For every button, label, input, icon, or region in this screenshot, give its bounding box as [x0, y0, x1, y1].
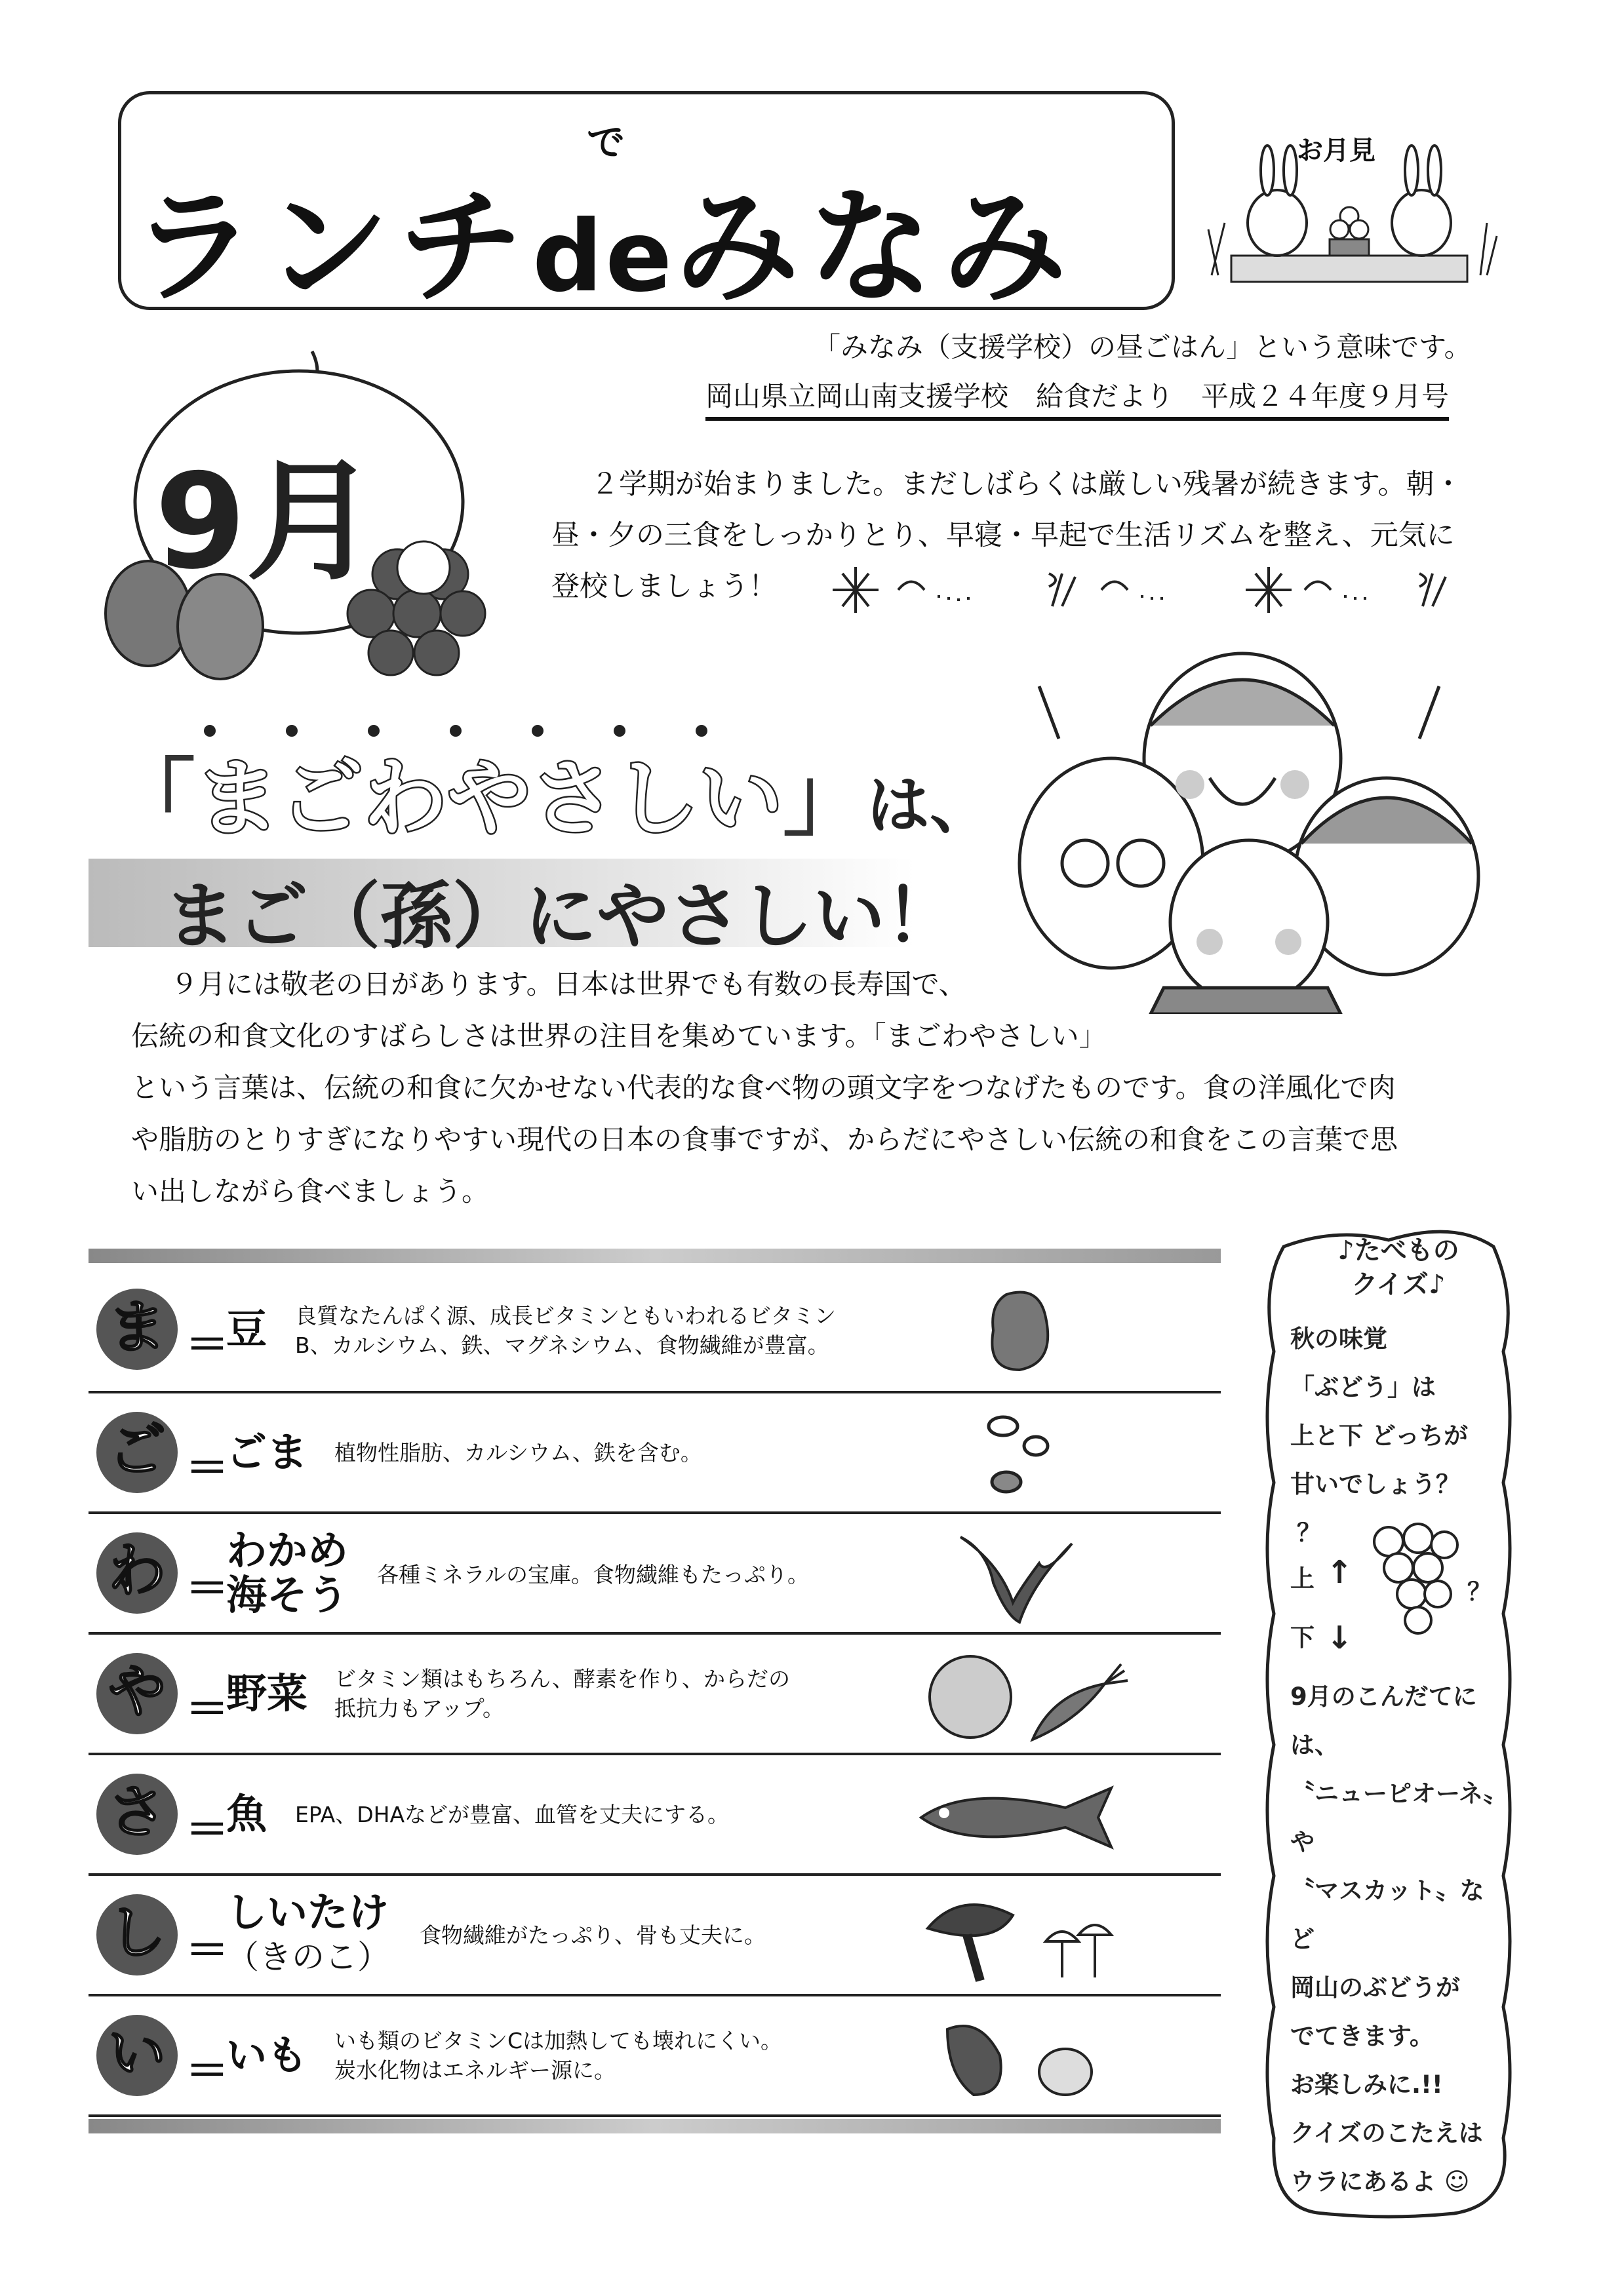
grape-diagram: [1290, 1509, 1507, 1673]
title-part-1: ランチ: [131, 175, 533, 320]
row-letter-badge: さ: [96, 1774, 178, 1855]
table-row: [89, 1514, 1221, 1635]
desc-line: 炭水化物はエネルギー源に。: [334, 2057, 616, 2083]
food-quiz-box: [1257, 1220, 1514, 2220]
grape-icon: [1362, 1515, 1461, 1646]
food-name-line: 海そう: [226, 1571, 349, 1619]
row-letter-badge: わ: [96, 1532, 178, 1614]
dragonfly-flower-decoration: [826, 560, 1462, 622]
up-arrow-icon: ↑: [1326, 1554, 1353, 1591]
headline-keyword: まごわやさしい: [195, 750, 783, 847]
food-description: 植物性脂肪、カルシウム、鉄を含む。: [334, 1440, 702, 1466]
food-name: 魚: [226, 1790, 267, 1838]
up-label: 上: [1290, 1565, 1315, 1593]
down-arrow-icon: ↓: [1326, 1620, 1353, 1656]
equals-sign: ＝: [186, 1684, 229, 1734]
table-top-bar: [89, 1249, 1221, 1263]
table-row: [89, 1755, 1221, 1876]
question-mark: ？: [1467, 1578, 1492, 1606]
food-name: いも: [226, 2031, 308, 2079]
table-row: [89, 1393, 1221, 1514]
body-line: い出しながら食べましょう。: [131, 1175, 490, 1207]
row-letter-badge: や: [96, 1653, 178, 1734]
food-name: 野菜: [226, 1669, 308, 1717]
equals-sign: ＝: [186, 1804, 229, 1855]
food-description: [295, 1301, 836, 1360]
quiz-title-2: クイズ♪: [1351, 1270, 1446, 1300]
title-part-de: de: [532, 200, 675, 314]
table-row: [89, 1635, 1221, 1755]
food-description: [334, 2026, 782, 2085]
headline-line-2: まご（孫）にやさしい！: [164, 874, 957, 958]
magowayasashii-table: [89, 1249, 1221, 2133]
desc-line: ビタミン類はもちろん、酵素を作り、からだの: [334, 1666, 790, 1692]
equals-sign: ＝: [186, 1925, 229, 1975]
quiz-question-line: 「ぶどう」は: [1290, 1373, 1436, 1401]
desc-line: いも類のビタミンCは加熱しても壊れにくい。: [334, 2028, 783, 2053]
month-badge: 9月: [155, 446, 378, 598]
desc-line: 抵抗力もアップ。: [334, 1696, 505, 1721]
desc-line: B、カルシウム、鉄、マグネシウム、食物繊維が豊富。: [295, 1333, 829, 1358]
family-illustration: [1000, 647, 1485, 1014]
quiz-info-line: クイズのこたえは: [1290, 2119, 1483, 2147]
grandparents-children-icon: [1000, 647, 1485, 1014]
row-letter-badge: ま: [96, 1289, 178, 1370]
vegetables-icon: [921, 1648, 1131, 1746]
food-name-line: しいたけ: [226, 1888, 389, 1936]
food-name-line: （きのこ）: [226, 1938, 390, 1976]
quiz-question-line: 甘いでしょう？: [1290, 1470, 1460, 1498]
quiz-info-line: 岡山のぶどうが: [1290, 1974, 1460, 2002]
quiz-question-line: 上と下 どっちが: [1290, 1422, 1469, 1450]
headline-line-1: [111, 731, 993, 851]
quiz-info-line: でてきます。: [1290, 2022, 1434, 2050]
issue-line: 岡山県立岡山南支援学校 給食だより 平成２４年度９月号: [705, 375, 1449, 421]
down-label: 下: [1290, 1624, 1315, 1652]
question-mark: ？: [1297, 1519, 1321, 1547]
table-row: [89, 1265, 1221, 1393]
body-line: ９月には敬老の日があります。日本は世界でも有数の長寿国で、: [170, 968, 966, 1000]
food-name: 豆: [226, 1305, 267, 1353]
row-letter-badge: い: [96, 2015, 178, 2096]
quiz-info-line: 9月のこんだてには、: [1290, 1683, 1477, 1759]
desc-line: 良質なたんぱく源、成長ビタミンともいわれるビタミン: [295, 1303, 836, 1329]
equals-sign: ＝: [186, 2046, 229, 2096]
row-letter-badge: ご: [96, 1412, 178, 1493]
body-line: や脂肪のとりすぎになりやすい現代の日本の食事ですが、からだにやさしい伝統の和食をこの言葉で思: [131, 1123, 1398, 1156]
quiz-content: [1290, 1234, 1507, 2206]
food-description: [334, 1664, 790, 1723]
body-line: という言葉は、伝統の和食に欠かせない代表的な食べ物の頭文字をつなげたものです。食の洋風化で肉: [131, 1072, 1396, 1104]
equals-sign: ＝: [186, 1443, 229, 1493]
title-meaning: 「みなみ（支援学校）の昼ごはん」という意味です。: [813, 331, 1472, 363]
food-description: EPA、DHAなどが豊富、血管を丈夫にする。: [295, 1802, 730, 1827]
table-row: [89, 1996, 1221, 2117]
quiz-info-line: 〝ニューピオーネ〟や: [1290, 1780, 1495, 1856]
potato-icon: [934, 2016, 1105, 2101]
quiz-info-line: お楽しみに.!!: [1290, 2071, 1443, 2099]
food-name: [226, 1528, 348, 1618]
tsukimi-label: お月見: [1297, 136, 1375, 166]
quiz-question-line: 秋の味覚: [1290, 1325, 1387, 1353]
dragonfly-icon: [826, 560, 1462, 619]
bean-icon: [980, 1285, 1065, 1376]
table-bottom-bar: [89, 2119, 1221, 2133]
food-name: ごま: [226, 1428, 308, 1476]
food-name: [226, 1890, 390, 1979]
table-row: [89, 1876, 1221, 1996]
title-furigana: で: [587, 120, 625, 165]
equals-sign: ＝: [186, 1319, 229, 1370]
quiz-title-1: ♪たべもの: [1337, 1236, 1459, 1266]
quiz-info-line: 〝マスカット〟など: [1290, 1877, 1484, 1953]
food-description: 食物繊維がたっぷり、骨も丈夫に。: [420, 1922, 766, 1948]
headline-suffix: は、: [867, 769, 993, 842]
equals-sign: ＝: [186, 1563, 229, 1614]
row-letter-badge: し: [96, 1894, 178, 1975]
newsletter-title: [131, 147, 1076, 326]
food-description: 各種ミネラルの宝庫。食物繊維もたっぷり。: [377, 1562, 810, 1587]
body-line: 伝統の和食文化のすばらしさは世界の注目を集めています。「まごわやさしい」: [131, 1020, 1107, 1052]
sesame-icon: [980, 1407, 1059, 1505]
intro-line: 昼・夕の三食をしっかりとり、早寝・早起で生活リズムを整え、元気に: [551, 519, 1455, 552]
food-name-line: わかめ: [226, 1527, 349, 1574]
intro-line: ２学期が始まりました。まだしばらくは厳しい残暑が続きます。朝・: [591, 468, 1463, 501]
intro-line: 登校しましょう！: [551, 570, 777, 603]
title-part-2: みなみ: [675, 175, 1077, 320]
quote-close: 」: [783, 750, 867, 847]
month-badge-illustration: [96, 338, 515, 692]
mushroom-icon: [921, 1889, 1118, 1987]
tsukimi-illustration: [1198, 125, 1500, 288]
seaweed-icon: [947, 1524, 1078, 1629]
quiz-info-line: ウラにあるよ ☺: [1290, 2168, 1470, 2196]
quote-open: 「: [111, 750, 196, 847]
fish-icon: [915, 1781, 1118, 1854]
